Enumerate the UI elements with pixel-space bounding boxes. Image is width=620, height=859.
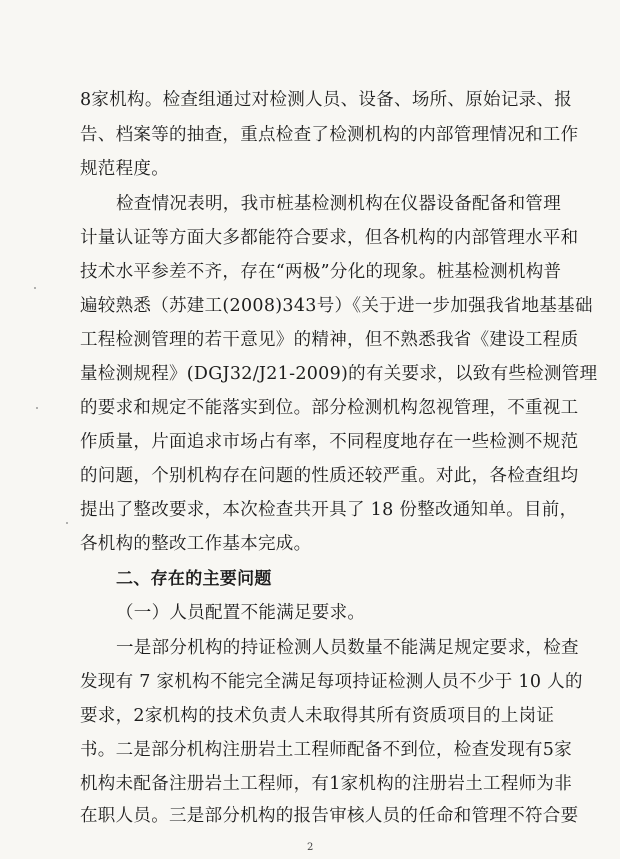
paragraph-2-line-1: 检查情况表明，我市桩基检测机构在仪器设备配备和管理 (116, 194, 561, 214)
paragraph-2-line-9: 的问题，个别机构存在问题的性质还较严重。对此，各检查组均 (80, 466, 579, 486)
section-heading: 二、存在的主要问题 (116, 569, 272, 589)
scan-speck (34, 287, 36, 289)
paragraph-2-line-7: 的要求和规定不能落实到位。部分检测机构忽视管理，不重视工 (80, 398, 579, 418)
page-number: 2 (307, 842, 314, 853)
paragraph-2-line-5: 工程检测管理的若干意见》的精神，但不熟悉我省《建设工程质 (80, 330, 579, 350)
paragraph-1-line-1: 8家机构。检查组通过对检测人员、设备、场所、原始记录、报 (80, 90, 573, 110)
scan-speck (36, 407, 38, 409)
paragraph-1-line-2: 告、档案等的抽查，重点检查了检测机构的内部管理情况和工作 (80, 125, 579, 145)
paragraph-2-line-8: 作质量，片面追求市场占有率，不同程度地存在一些检测不规范 (80, 432, 579, 452)
subheading: （一）人员配置不能满足要求。 (116, 603, 366, 623)
paragraph-2-line-2: 计量认证等方面大多都能符合要求，但各机构的内部管理水平和 (80, 228, 579, 248)
paragraph-2-line-3: 技术水平参差不齐，存在“两极”分化的现象。桩基检测机构普 (80, 262, 562, 282)
paragraph-3-line-1: 一是部分机构的持证检测人员数量不能满足规定要求，检查 (116, 638, 579, 658)
paragraph-3-line-4: 书。二是部分机构注册岩土工程师配备不到位，检查发现有5家 (80, 740, 573, 760)
paragraph-2-line-4: 遍较熟悉（苏建工(2008)343号）《关于进一步加强我省地基基础 (80, 296, 593, 316)
paragraph-3-line-3: 要求，2家机构的技术负责人未取得其所有资质项目的上岗证 (80, 706, 555, 726)
paragraph-3-line-2: 发现有 7 家机构不能完全满足每项持证检测人员不少于 10 人的 (80, 672, 583, 692)
paragraph-2-line-10: 提出了整改要求，本次检查共开具了 18 份整改通知单。目前， (80, 500, 578, 520)
paragraph-3-line-6: 在职人员。三是部分机构的报告审核人员的任命和管理不符合要 (80, 806, 579, 826)
paragraph-1-line-3: 规范程度。 (80, 159, 169, 179)
scan-speck (66, 522, 68, 524)
paragraph-2-line-6: 量检测规程》(DGJ32/J21-2009)的有关要求，以致有些检测管理 (80, 364, 598, 384)
paragraph-2-line-11: 各机构的整改工作基本完成。 (80, 534, 312, 554)
paragraph-3-line-5: 机构未配备注册岩土工程师，有1家机构的注册岩土工程师为非 (80, 774, 573, 794)
